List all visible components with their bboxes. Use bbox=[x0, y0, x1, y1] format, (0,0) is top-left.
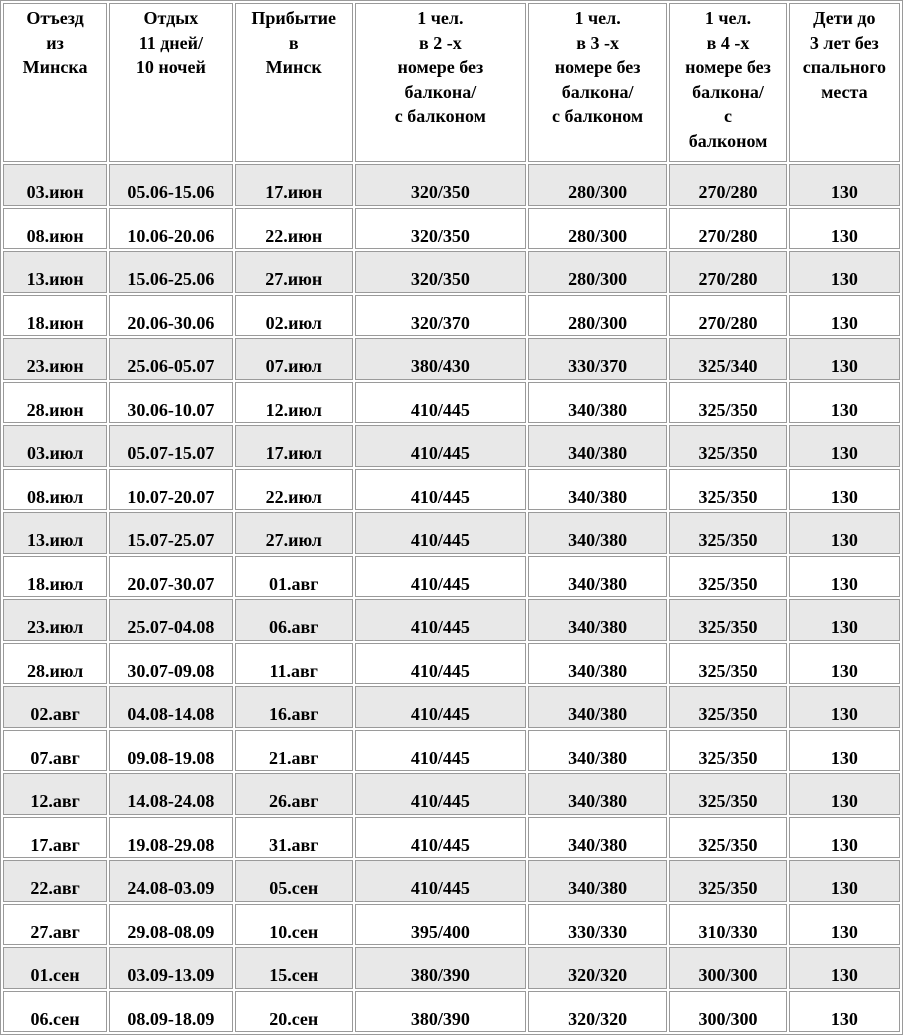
cell-price-children: 130 bbox=[789, 556, 900, 598]
cell-departure-date: 23.июл bbox=[3, 599, 107, 641]
cell-rest-period: 19.08-29.08 bbox=[109, 817, 232, 859]
header-text-line: с bbox=[724, 106, 733, 126]
cell-arrival-date: 01.авг bbox=[235, 556, 353, 598]
cell-price-children: 130 bbox=[789, 686, 900, 728]
header-text-line: Отъезд bbox=[26, 8, 84, 28]
cell-price-triple: 330/330 bbox=[528, 904, 668, 946]
table-row bbox=[3, 556, 900, 598]
cell-price-quad: 300/300 bbox=[669, 947, 786, 989]
header-text-line: балкона/ bbox=[404, 81, 477, 102]
cell-price-triple: 340/380 bbox=[528, 817, 668, 859]
cell-price-triple: 280/300 bbox=[528, 164, 668, 206]
cell-arrival-date: 22.июл bbox=[235, 469, 353, 511]
cell-departure-date: 22.авг bbox=[3, 860, 107, 902]
cell-price-double: 320/350 bbox=[355, 208, 526, 250]
cell-price-quad: 270/280 bbox=[669, 208, 786, 250]
cell-price-double: 410/445 bbox=[355, 425, 526, 467]
cell-price-double: 410/445 bbox=[355, 512, 526, 554]
cell-departure-date: 07.авг bbox=[3, 730, 107, 772]
cell-price-double: 410/445 bbox=[355, 643, 526, 685]
header-text-line: 1 чел. bbox=[704, 8, 752, 28]
cell-price-quad: 325/350 bbox=[669, 817, 786, 859]
cell-arrival-date: 15.сен bbox=[235, 947, 353, 989]
cell-price-triple: 280/300 bbox=[528, 251, 668, 293]
cell-price-quad: 325/350 bbox=[669, 425, 786, 467]
table-row bbox=[3, 208, 900, 250]
cell-price-triple: 340/380 bbox=[528, 643, 668, 685]
cell-price-quad: 325/350 bbox=[669, 556, 786, 598]
cell-rest-period: 20.06-30.06 bbox=[109, 295, 232, 337]
cell-departure-date: 17.авг bbox=[3, 817, 107, 859]
cell-rest-period: 25.06-05.07 bbox=[109, 338, 232, 380]
header-text-line: места bbox=[821, 81, 868, 102]
cell-price-double: 410/445 bbox=[355, 556, 526, 598]
cell-rest-period: 08.09-18.09 bbox=[109, 991, 232, 1033]
cell-price-double: 380/390 bbox=[355, 947, 526, 989]
cell-arrival-date: 17.июл bbox=[235, 425, 353, 467]
cell-arrival-date: 05.сен bbox=[235, 860, 353, 902]
cell-price-triple: 320/320 bbox=[528, 947, 668, 989]
cell-departure-date: 08.июн bbox=[3, 208, 107, 250]
header-text-line: в 4 -х bbox=[706, 32, 750, 53]
cell-price-double: 410/445 bbox=[355, 469, 526, 511]
cell-departure-date: 01.сен bbox=[3, 947, 107, 989]
cell-departure-date: 12.авг bbox=[3, 773, 107, 815]
cell-price-children: 130 bbox=[789, 251, 900, 293]
cell-price-quad: 325/340 bbox=[669, 338, 786, 380]
cell-departure-date: 03.июн bbox=[3, 164, 107, 206]
cell-departure-date: 18.июн bbox=[3, 295, 107, 337]
cell-arrival-date: 12.июл bbox=[235, 382, 353, 424]
cell-price-children: 130 bbox=[789, 599, 900, 641]
header-text-line: 3 лет без bbox=[809, 32, 879, 53]
cell-rest-period: 10.06-20.06 bbox=[109, 208, 232, 250]
cell-price-double: 410/445 bbox=[355, 773, 526, 815]
cell-price-children: 130 bbox=[789, 730, 900, 772]
cell-price-children: 130 bbox=[789, 295, 900, 337]
table-row bbox=[3, 512, 900, 554]
cell-rest-period: 15.07-25.07 bbox=[109, 512, 232, 554]
cell-price-quad: 325/350 bbox=[669, 643, 786, 685]
header-text-line: Минска bbox=[22, 57, 88, 77]
cell-price-children: 130 bbox=[789, 947, 900, 989]
cell-price-triple: 340/380 bbox=[528, 860, 668, 902]
cell-rest-period: 29.08-08.09 bbox=[109, 904, 232, 946]
table-row bbox=[3, 860, 900, 902]
cell-price-children: 130 bbox=[789, 469, 900, 511]
cell-arrival-date: 16.авг bbox=[235, 686, 353, 728]
cell-price-triple: 330/370 bbox=[528, 338, 668, 380]
cell-departure-date: 28.июн bbox=[3, 382, 107, 424]
header-price-triple-room bbox=[528, 3, 668, 162]
header-text-line: 1 чел. bbox=[574, 8, 621, 28]
header-text-line: из bbox=[46, 32, 64, 53]
cell-price-quad: 325/350 bbox=[669, 599, 786, 641]
cell-price-children: 130 bbox=[789, 904, 900, 946]
cell-price-double: 320/350 bbox=[355, 251, 526, 293]
cell-price-double: 410/445 bbox=[355, 382, 526, 424]
cell-price-double: 320/370 bbox=[355, 295, 526, 337]
cell-price-triple: 280/300 bbox=[528, 208, 668, 250]
cell-departure-date: 13.июл bbox=[3, 512, 107, 554]
header-arrival-minsk bbox=[235, 3, 353, 162]
cell-price-double: 410/445 bbox=[355, 817, 526, 859]
cell-price-triple: 340/380 bbox=[528, 730, 668, 772]
header-text-line: Отдых bbox=[143, 8, 199, 28]
cell-arrival-date: 20.сен bbox=[235, 991, 353, 1033]
table-row bbox=[3, 904, 900, 946]
header-text-line: с балконом bbox=[552, 106, 644, 126]
cell-price-triple: 340/380 bbox=[528, 425, 668, 467]
cell-price-quad: 300/300 bbox=[669, 991, 786, 1033]
cell-price-children: 130 bbox=[789, 425, 900, 467]
header-children-under-3 bbox=[789, 3, 900, 162]
cell-price-quad: 270/280 bbox=[669, 251, 786, 293]
cell-arrival-date: 26.авг bbox=[235, 773, 353, 815]
cell-price-triple: 340/380 bbox=[528, 382, 668, 424]
cell-price-double: 320/350 bbox=[355, 164, 526, 206]
table-row bbox=[3, 686, 900, 728]
cell-price-children: 130 bbox=[789, 512, 900, 554]
cell-arrival-date: 11.авг bbox=[235, 643, 353, 685]
cell-arrival-date: 06.авг bbox=[235, 599, 353, 641]
cell-price-children: 130 bbox=[789, 382, 900, 424]
cell-arrival-date: 27.июл bbox=[235, 512, 353, 554]
header-text-line: 1 чел. bbox=[417, 8, 464, 28]
cell-price-double: 410/445 bbox=[355, 860, 526, 902]
cell-rest-period: 04.08-14.08 bbox=[109, 686, 232, 728]
cell-departure-date: 27.авг bbox=[3, 904, 107, 946]
header-text-line: балконом bbox=[688, 130, 768, 151]
cell-price-children: 130 bbox=[789, 208, 900, 250]
table-row bbox=[3, 991, 900, 1033]
cell-price-quad: 325/350 bbox=[669, 773, 786, 815]
header-rest-duration bbox=[109, 3, 232, 162]
cell-departure-date: 13.июн bbox=[3, 251, 107, 293]
header-text-line: спального bbox=[802, 57, 886, 77]
header-text-line: в 2 -х bbox=[418, 32, 462, 53]
cell-price-children: 130 bbox=[789, 773, 900, 815]
cell-departure-date: 23.июн bbox=[3, 338, 107, 380]
cell-price-double: 380/390 bbox=[355, 991, 526, 1033]
table-row bbox=[3, 469, 900, 511]
header-text-line: балкона/ bbox=[561, 81, 634, 102]
cell-departure-date: 08.июл bbox=[3, 469, 107, 511]
cell-rest-period: 14.08-24.08 bbox=[109, 773, 232, 815]
cell-departure-date: 06.сен bbox=[3, 991, 107, 1033]
table-row bbox=[3, 643, 900, 685]
cell-rest-period: 05.06-15.06 bbox=[109, 164, 232, 206]
cell-price-children: 130 bbox=[789, 338, 900, 380]
cell-rest-period: 25.07-04.08 bbox=[109, 599, 232, 641]
cell-price-quad: 325/350 bbox=[669, 730, 786, 772]
cell-price-quad: 325/350 bbox=[669, 469, 786, 511]
table-row bbox=[3, 730, 900, 772]
cell-price-triple: 340/380 bbox=[528, 686, 668, 728]
header-text-line: Прибытие bbox=[251, 8, 337, 28]
cell-price-triple: 340/380 bbox=[528, 599, 668, 641]
cell-arrival-date: 22.июн bbox=[235, 208, 353, 250]
cell-price-quad: 325/350 bbox=[669, 512, 786, 554]
cell-price-quad: 270/280 bbox=[669, 295, 786, 337]
header-text-line: балкона/ bbox=[692, 81, 764, 102]
cell-price-children: 130 bbox=[789, 991, 900, 1033]
cell-arrival-date: 31.авг bbox=[235, 817, 353, 859]
cell-departure-date: 03.июл bbox=[3, 425, 107, 467]
table-row bbox=[3, 338, 900, 380]
header-text-line: номере без bbox=[397, 57, 484, 77]
cell-rest-period: 24.08-03.09 bbox=[109, 860, 232, 902]
table-row bbox=[3, 599, 900, 641]
cell-departure-date: 02.авг bbox=[3, 686, 107, 728]
cell-arrival-date: 21.авг bbox=[235, 730, 353, 772]
header-text-line: с балконом bbox=[394, 106, 486, 126]
table-row bbox=[3, 251, 900, 293]
cell-price-children: 130 bbox=[789, 164, 900, 206]
cell-departure-date: 18.июл bbox=[3, 556, 107, 598]
header-departure-minsk bbox=[3, 3, 107, 162]
table-row bbox=[3, 382, 900, 424]
table-row bbox=[3, 164, 900, 206]
header-row bbox=[3, 3, 900, 162]
cell-price-triple: 340/380 bbox=[528, 469, 668, 511]
header-text-line: в 3 -х bbox=[576, 32, 619, 53]
header-text-line: Минск bbox=[265, 57, 322, 77]
cell-price-quad: 325/350 bbox=[669, 382, 786, 424]
cell-arrival-date: 10.сен bbox=[235, 904, 353, 946]
header-price-quad-room bbox=[669, 3, 786, 162]
cell-rest-period: 05.07-15.07 bbox=[109, 425, 232, 467]
header-text-line: номере без bbox=[554, 57, 641, 77]
header-price-double-room bbox=[355, 3, 526, 162]
cell-price-children: 130 bbox=[789, 860, 900, 902]
header-text-line: номере без bbox=[685, 57, 771, 77]
cell-arrival-date: 02.июл bbox=[235, 295, 353, 337]
cell-price-triple: 340/380 bbox=[528, 773, 668, 815]
cell-rest-period: 20.07-30.07 bbox=[109, 556, 232, 598]
cell-price-double: 410/445 bbox=[355, 730, 526, 772]
cell-price-double: 410/445 bbox=[355, 599, 526, 641]
header-text-line: 11 дней/ bbox=[138, 32, 204, 53]
cell-price-double: 380/430 bbox=[355, 338, 526, 380]
cell-rest-period: 10.07-20.07 bbox=[109, 469, 232, 511]
cell-departure-date: 28.июл bbox=[3, 643, 107, 685]
header-text-line: 10 ночей bbox=[135, 57, 206, 77]
table-row bbox=[3, 425, 900, 467]
header-text-line: Дети до bbox=[813, 8, 876, 28]
cell-price-quad: 310/330 bbox=[669, 904, 786, 946]
cell-price-quad: 325/350 bbox=[669, 686, 786, 728]
cell-rest-period: 15.06-25.06 bbox=[109, 251, 232, 293]
table-row bbox=[3, 773, 900, 815]
cell-price-triple: 320/320 bbox=[528, 991, 668, 1033]
table-body bbox=[3, 164, 900, 1032]
header-text-line: в bbox=[288, 32, 299, 53]
cell-rest-period: 30.06-10.07 bbox=[109, 382, 232, 424]
cell-arrival-date: 27.июн bbox=[235, 251, 353, 293]
table-row bbox=[3, 295, 900, 337]
cell-arrival-date: 07.июл bbox=[235, 338, 353, 380]
cell-rest-period: 03.09-13.09 bbox=[109, 947, 232, 989]
table-row bbox=[3, 817, 900, 859]
table-header bbox=[3, 3, 900, 162]
cell-rest-period: 30.07-09.08 bbox=[109, 643, 232, 685]
cell-price-quad: 325/350 bbox=[669, 860, 786, 902]
cell-price-triple: 280/300 bbox=[528, 295, 668, 337]
cell-price-children: 130 bbox=[789, 643, 900, 685]
cell-price-children: 130 bbox=[789, 817, 900, 859]
cell-rest-period: 09.08-19.08 bbox=[109, 730, 232, 772]
cell-price-triple: 340/380 bbox=[528, 556, 668, 598]
cell-price-double: 395/400 bbox=[355, 904, 526, 946]
table-row bbox=[3, 947, 900, 989]
cell-price-triple: 340/380 bbox=[528, 512, 668, 554]
cell-price-quad: 270/280 bbox=[669, 164, 786, 206]
cell-price-double: 410/445 bbox=[355, 686, 526, 728]
cell-arrival-date: 17.июн bbox=[235, 164, 353, 206]
